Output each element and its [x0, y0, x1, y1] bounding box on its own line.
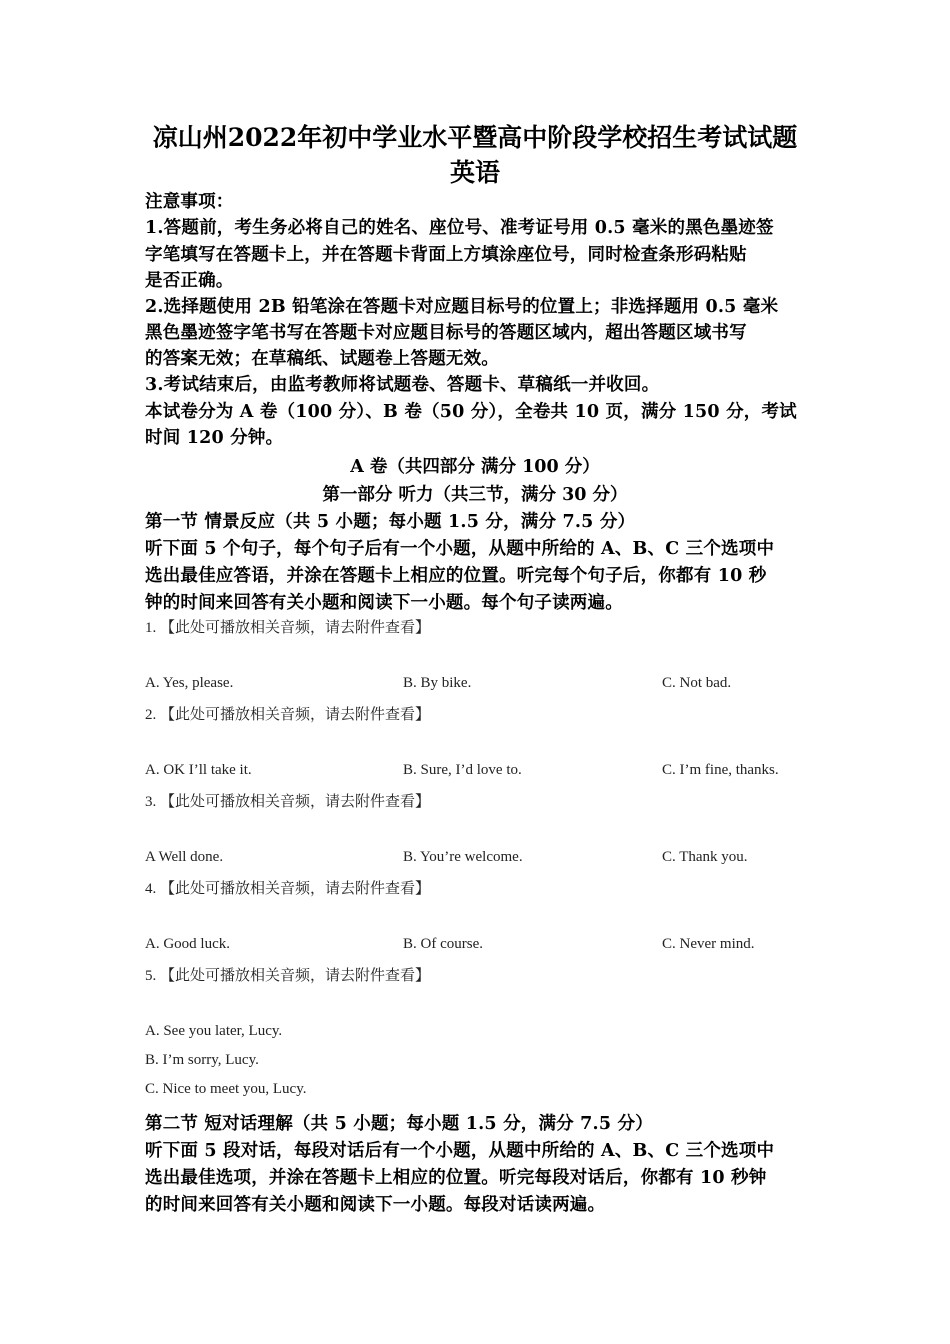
question-3	[145, 790, 430, 811]
question-1	[145, 616, 430, 637]
question-number: 5.	[145, 968, 157, 984]
notice-line: 本试卷分为 A 卷（100 分）、B 卷（50 分），全卷共 10 页，满分 150 分，考试	[145, 402, 797, 422]
exam-title: 凉山州2022年初中学业水平暨高中阶段学校招生考试试题	[152, 123, 798, 152]
question-number: 1.	[145, 620, 157, 636]
part1-heading: 第一部分 听力（共三节，满分 30 分）	[322, 485, 628, 505]
audio-note[interactable]: 【此处可播放相关音频，请去附件查看】	[160, 792, 431, 810]
notice-line: 2.选择题使用 2B 铅笔涂在答题卡对应题目标号的位置上；非选择题用 0.5 毫米	[145, 297, 779, 317]
section2-instructions: 听下面 5 段对话，每段对话后有一个小题，从题中所给的 A、B、C 三个选项中	[145, 1141, 775, 1161]
option-c: C. I’m fine, thanks.	[662, 762, 779, 778]
section1-instructions: 听下面 5 个句子，每个句子后有一个小题，从题中所给的 A、B、C 三个选项中	[145, 539, 775, 559]
paper-a-heading: A 卷（共四部分 满分 100 分）	[350, 457, 600, 477]
option-a: A Well done.	[145, 849, 224, 865]
section1-heading: 第一节 情景反应（共 5 小题；每小题 1.5 分，满分 7.5 分）	[145, 512, 636, 532]
option-c: C. Thank you.	[662, 849, 748, 865]
question-4	[145, 877, 430, 898]
notice-line: 时间 120 分钟。	[145, 428, 284, 448]
option-b: B. By bike.	[403, 675, 472, 691]
question-number: 3.	[145, 794, 157, 810]
option-b: B. Sure, I’d love to.	[403, 762, 522, 778]
option-c: C. Never mind.	[662, 936, 755, 952]
option-a: A. See you later, Lucy.	[145, 1023, 283, 1039]
option-c: C. Not bad.	[662, 675, 732, 691]
option-b: B. Of course.	[403, 936, 483, 952]
notice-line: 黑色墨迹签字笔书写在答题卡对应题目标号的答题区域内，超出答题区域书写	[145, 323, 747, 343]
subject-title: 英语	[449, 158, 500, 187]
question-2	[145, 703, 430, 724]
section2-instructions: 的时间来回答有关小题和阅读下一小题。每段对话读两遍。	[145, 1195, 606, 1215]
notice-heading: 注意事项：	[145, 192, 234, 212]
notice-line: 1.答题前，考生务必将自己的姓名、座位号、准考证号用 0.5 毫米的黑色墨迹签	[145, 218, 774, 238]
question-number: 4.	[145, 881, 157, 897]
notice-line: 的答案无效；在草稿纸、试题卷上答题无效。	[145, 349, 499, 369]
audio-note[interactable]: 【此处可播放相关音频，请去附件查看】	[160, 618, 431, 636]
section2-heading: 第二节 短对话理解（共 5 小题；每小题 1.5 分，满分 7.5 分）	[145, 1114, 653, 1134]
option-a: A. Good luck.	[145, 936, 230, 952]
section1-instructions: 选出最佳应答语，并涂在答题卡上相应的位置。听完每个句子后，你都有 10 秒	[145, 566, 767, 586]
option-b: B. I’m sorry, Lucy.	[145, 1052, 259, 1068]
section2-instructions: 选出最佳选项，并涂在答题卡上相应的位置。听完每段对话后，你都有 10 秒钟	[145, 1168, 767, 1188]
section1-instructions: 钟的时间来回答有关小题和阅读下一小题。每个句子读两遍。	[145, 593, 623, 613]
audio-note[interactable]: 【此处可播放相关音频，请去附件查看】	[160, 705, 431, 723]
option-c: C. Nice to meet you, Lucy.	[145, 1081, 307, 1097]
question-5	[145, 964, 430, 985]
question-number: 2.	[145, 707, 157, 723]
audio-note[interactable]: 【此处可播放相关音频，请去附件查看】	[160, 879, 431, 897]
option-a: A. Yes, please.	[145, 675, 234, 691]
notice-line: 是否正确。	[145, 271, 234, 291]
option-b: B. You’re welcome.	[403, 849, 523, 865]
audio-note[interactable]: 【此处可播放相关音频，请去附件查看】	[160, 966, 431, 984]
notice-line: 3.考试结束后，由监考教师将试题卷、答题卡、草稿纸一并收回。	[145, 375, 660, 395]
notice-line: 字笔填写在答题卡上，并在答题卡背面上方填涂座位号，同时检查条形码粘贴	[145, 245, 747, 265]
option-a: A. OK I’ll take it.	[145, 762, 252, 778]
